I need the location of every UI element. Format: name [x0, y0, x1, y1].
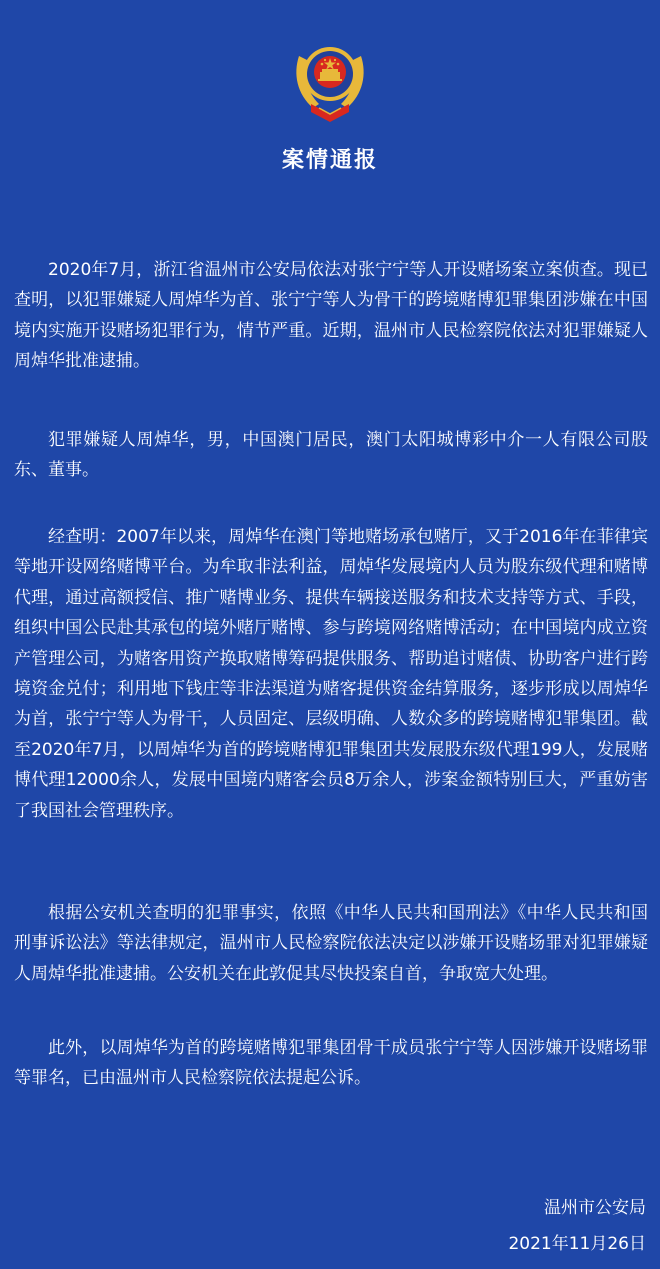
- signature-organization: 温州市公安局: [544, 1198, 646, 1218]
- paragraph-case-opening: 2020年7月，浙江省温州市公安局依法对张宁宁等人开设赌场案立案侦查。现已查明，以犯罪嫌疑人周焯华为首、张宁宁等人为骨干的跨境赌博犯罪集团涉嫌在中国境内实施开设赌场犯罪行为，情节严重。近期，温州市人民检察院依法对犯罪嫌疑人周焯华批准逮捕。: [14, 260, 648, 372]
- notice-title: 案情通报: [281, 148, 378, 173]
- police-emblem-icon: [289, 34, 371, 124]
- signature-date: 2021年11月26日: [508, 1234, 646, 1254]
- paragraph-prosecution: 此外，以周焯华为首的跨境赌博犯罪集团骨干成员张宁宁等人因涉嫌开设赌场罪等罪名，已由温州市人民检察院依法提起公诉。: [14, 1038, 648, 1089]
- paragraph-legal-basis: 根据公安机关查明的犯罪事实，依照《中华人民共和国刑法》《中华人民共和国刑事诉讼法》等法律规定，温州市人民检察院依法决定以涉嫌开设赌场罪对犯罪嫌疑人周焯华批准逮捕。公安机关在此敦促其尽快投案自首，争取宽大处理。: [14, 903, 648, 984]
- paragraph-suspect-identity: 犯罪嫌疑人周焯华，男，中国澳门居民，澳门太阳城博彩中介一人有限公司股东、董事。: [14, 430, 648, 481]
- paragraph-investigation-findings: 经查明：2007年以来，周焯华在澳门等地赌场承包赌厅，又于2016年在菲律宾等地开设网络赌博平台。为牟取非法利益，周焯华发展境内人员为股东级代理和赌博代理，通过高额授信、推广赌博业务、提供车辆接送服务和技术支持等方式、手段，组织中国公民赴其承包的境外赌厅赌博、参与跨境网络赌博活动；在中国境内成立资产管理公司，为赌客用资产换取赌博筹码提供服务、帮助追讨赌债、协助客户进行跨境资金兑付；利用地下钱庄等非法渠道为赌客提供资金结算服务，逐步形成以周焯华为首，张宁宁等人为骨干，人员固定、层级明确、人数众多的跨境赌博犯罪集团。截至2020年7月，以周焯华为首的跨境赌博犯罪集团共发展股东级代理199人，发展赌博代理12000余人，发展中国境内赌客会员8万余人，涉案金额特别巨大，严重妨害了我国社会管理秩序。: [14, 527, 648, 821]
